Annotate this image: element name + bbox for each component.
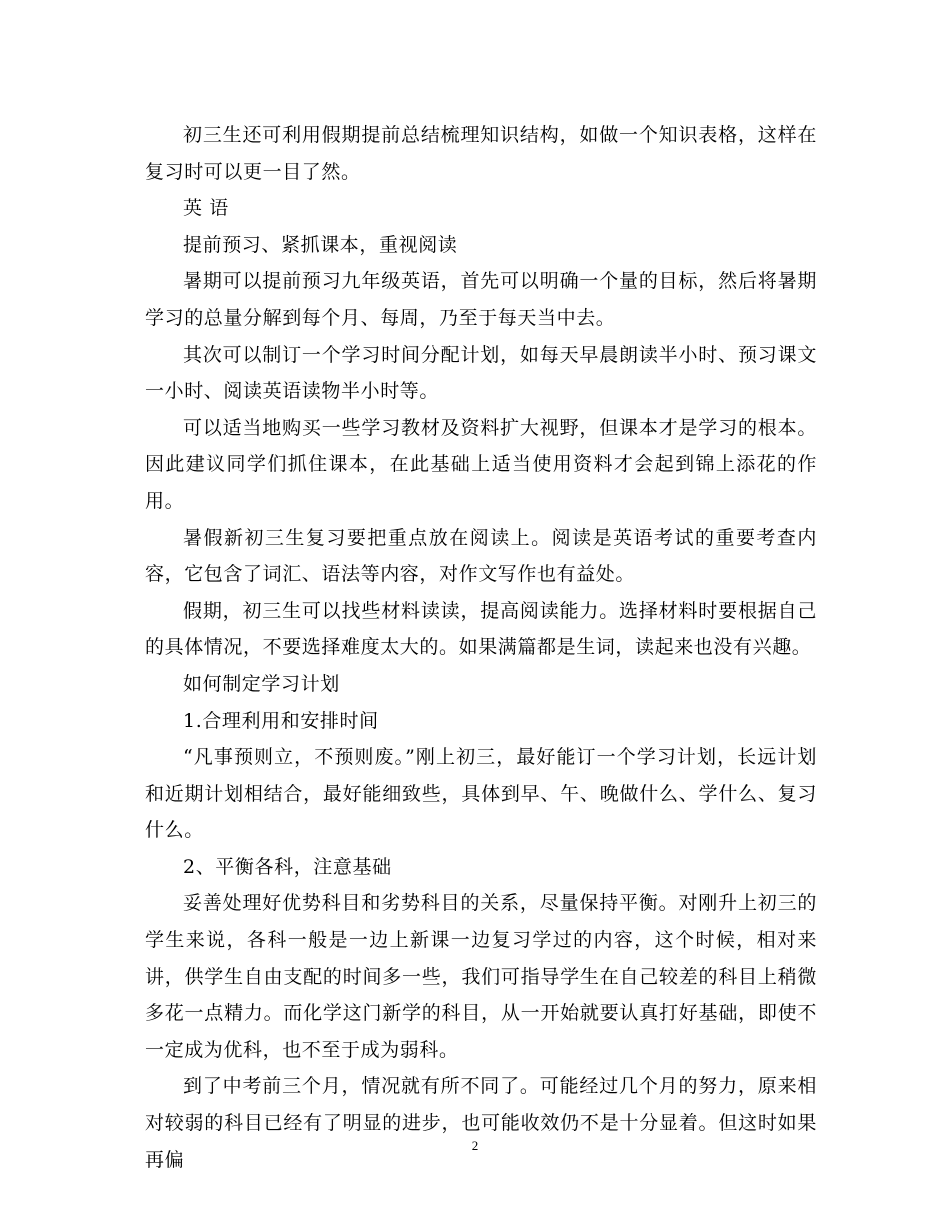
section-heading-plan: 如何制定学习计划: [183, 672, 340, 695]
paragraph: 妥善处理好优势科目和劣势科目的关系，尽量保持平衡。对刚升上初三的学生来说，各科一般是一边上新课一边复习学过的内容，这个时候，相对来讲，供学生自由支配的时间多一些，我们可指导学生在自己较差的科目上稍微多花一点精力。而化学这门新学的科目，从一开始就要认真打好基础，即使不一定成为优科，也不至于成为弱科。: [145, 892, 817, 1061]
paragraph: 其次可以制订一个学习时间分配计划，如每天早晨朗读半小时、预习课文一小时、阅读英语读物半小时等。: [145, 343, 817, 403]
section-heading-english: 英 语: [183, 197, 229, 220]
paragraph: 假期，初三生可以找些材料读读，提高阅读能力。选择材料时要根据自己的具体情况，不要选择难度太大的。如果满篇都是生词，读起来也没有兴趣。: [145, 599, 817, 659]
paragraph: “凡事预则立，不预则废。”刚上初三，最好能订一个学习计划，长远计划和近期计划相结合，最好能细致些，具体到早、午、晚做什么、学什么、复习什么。: [145, 746, 817, 842]
list-heading-2: 2、平衡各科，注意基础: [183, 855, 392, 878]
paragraph: 暑期可以提前预习九年级英语，首先可以明确一个量的目标，然后将暑期学习的总量分解到每个月、每周，乃至于每天当中去。: [145, 270, 817, 329]
paragraph: 可以适当地购买一些学习教材及资料扩大视野，但课本才是学习的根本。因此建议同学们抓住课本，在此基础上适当使用资料才会起到锦上添花的作用。: [145, 416, 817, 512]
paragraph: 初三生还可利用假期提前总结梳理知识结构，如做一个知识表格，这样在复习时可以更一目了然。: [145, 124, 817, 183]
list-heading-1: 1.合理利用和安排时间: [183, 709, 379, 732]
subheading: 提前预习、紧抓课本，重视阅读: [183, 233, 458, 256]
paragraph: 到了中考前三个月，情况就有所不同了。可能经过几个月的努力，原来相对较弱的科目已经有了明显的进步，也可能收效仍不是十分显着。但这时如果再偏: [145, 1075, 817, 1171]
document-body: [145, 117, 817, 1178]
paragraph: 暑假新初三生复习要把重点放在阅读上。阅读是英语考试的重要考查内容，它包含了词汇、语法等内容，对作文写作也有益处。: [145, 526, 817, 586]
page-number: 2: [471, 1138, 479, 1153]
